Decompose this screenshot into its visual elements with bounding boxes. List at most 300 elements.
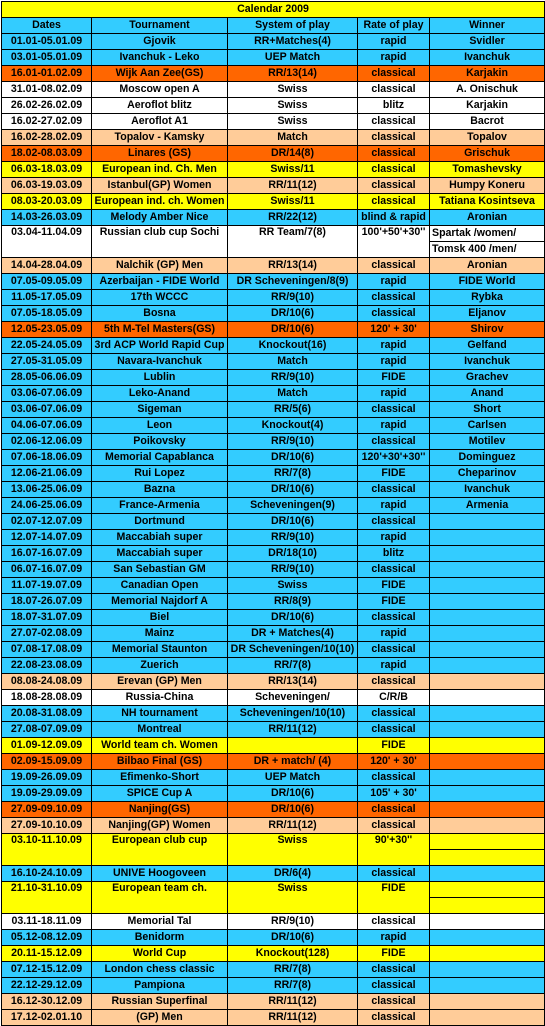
cell-dates: 13.06-25.06.09 — [2, 482, 92, 498]
cell-system: RR/7(8) — [228, 962, 358, 978]
cell-system: RR+Matches(4) — [228, 34, 358, 50]
table-row — [2, 818, 545, 834]
header-rate: Rate of play — [358, 18, 430, 34]
cell-system: UEP Match — [228, 770, 358, 786]
cell-tournament: Pampiona — [92, 978, 228, 994]
cell-tournament: Russian Superfinal — [92, 994, 228, 1010]
cell-rate: rapid — [358, 930, 430, 946]
cell-rate: FIDE — [358, 370, 430, 386]
cell-tournament: Wijk Aan Zee(GS) — [92, 66, 228, 82]
cell-dates: 26.02-26.02.09 — [2, 98, 92, 114]
cell-rate: classical — [358, 290, 430, 306]
cell-system: DR/10(6) — [228, 802, 358, 818]
cell-system: DR/10(6) — [228, 786, 358, 802]
cell-tournament: Bilbao Final (GS) — [92, 754, 228, 770]
cell-rate: 120' + 30' — [358, 754, 430, 770]
cell-system: RR/11(12) — [228, 1010, 358, 1026]
cell-system: RR/13(14) — [228, 674, 358, 690]
cell-rate: classical — [358, 802, 430, 818]
table-row — [2, 34, 545, 50]
cell-tournament: Montreal — [92, 722, 228, 738]
cell-tournament: 3rd ACP World Rapid Cup — [92, 338, 228, 354]
cell-system: RR/13(14) — [228, 258, 358, 274]
cell-tournament: Ivanchuk - Leko — [92, 50, 228, 66]
cell-dates: 11.05-17.05.09 — [2, 290, 92, 306]
table-row — [2, 754, 545, 770]
cell-system: DR/10(6) — [228, 610, 358, 626]
cell-winner — [430, 578, 545, 594]
cell-dates: 07.08-17.08.09 — [2, 642, 92, 658]
cell-system: DR/18(10) — [228, 546, 358, 562]
cell-winner: Anand — [430, 386, 545, 402]
cell-tournament: Moscow open A — [92, 82, 228, 98]
cell-tournament: Dortmund — [92, 514, 228, 530]
table-row — [2, 690, 545, 706]
cell-tournament: Russian club cup Sochi — [92, 226, 228, 258]
cell-tournament: Leon — [92, 418, 228, 434]
cell-winner — [430, 674, 545, 690]
cell-rate: classical — [358, 434, 430, 450]
cell-tournament: Biel — [92, 610, 228, 626]
cell-tournament: Navara-Ivanchuk — [92, 354, 228, 370]
cell-system: DR Scheveningen/8(9) — [228, 274, 358, 290]
cell-tournament: Topalov - Kamsky — [92, 130, 228, 146]
cell-winner — [430, 530, 545, 546]
cell-system: Swiss — [228, 98, 358, 114]
cell-tournament: Nanjing(GP) Women — [92, 818, 228, 834]
cell-winner — [430, 754, 545, 770]
cell-rate: classical — [358, 130, 430, 146]
cell-tournament: 17th WCCC — [92, 290, 228, 306]
cell-rate: blitz — [358, 546, 430, 562]
table-row — [2, 722, 545, 738]
cell-winner: Motilev — [430, 434, 545, 450]
cell-system: DR/14(8) — [228, 146, 358, 162]
cell-system: RR/22(12) — [228, 210, 358, 226]
cell-rate: FIDE — [358, 594, 430, 610]
cell-system: Knockout(16) — [228, 338, 358, 354]
cell-winner — [430, 514, 545, 530]
table-row — [2, 594, 545, 610]
cell-winner: Svidler — [430, 34, 545, 50]
cell-system: DR/10(6) — [228, 930, 358, 946]
cell-tournament: Azerbaijan - FIDE World — [92, 274, 228, 290]
cell-dates: 28.05-06.06.09 — [2, 370, 92, 386]
table-row — [2, 466, 545, 482]
table-row — [2, 978, 545, 994]
calendar-table — [1, 1, 545, 1026]
cell-system: Swiss/11 — [228, 162, 358, 178]
cell-tournament: UNIVE Hoogoveen — [92, 866, 228, 882]
cell-system: Swiss — [228, 82, 358, 98]
cell-rate: 90'+30'' — [358, 834, 430, 866]
cell-dates: 27.09-10.10.09 — [2, 818, 92, 834]
table-row — [2, 418, 545, 434]
cell-rate: classical — [358, 258, 430, 274]
cell-system: RR/9(10) — [228, 914, 358, 930]
cell-system: Match — [228, 386, 358, 402]
table-row — [2, 498, 545, 514]
cell-system: UEP Match — [228, 50, 358, 66]
cell-rate: rapid — [358, 354, 430, 370]
cell-winner: Ivanchuk — [430, 482, 545, 498]
table-row — [2, 578, 545, 594]
table-row — [2, 386, 545, 402]
cell-winner — [430, 562, 545, 578]
table-row — [2, 946, 545, 962]
table-row — [2, 802, 545, 818]
table-row — [2, 738, 545, 754]
cell-tournament: Leko-Anand — [92, 386, 228, 402]
cell-dates: 08.03-20.03.09 — [2, 194, 92, 210]
cell-rate: classical — [358, 978, 430, 994]
cell-dates: 04.06-07.06.09 — [2, 418, 92, 434]
cell-winner: Bacrot — [430, 114, 545, 130]
table-row — [2, 66, 545, 82]
cell-rate: classical — [358, 706, 430, 722]
cell-dates: 18.08-28.08.09 — [2, 690, 92, 706]
cell-winner-lower — [430, 850, 545, 866]
table-row — [2, 706, 545, 722]
cell-tournament: Russia-China — [92, 690, 228, 706]
cell-system: RR/7(8) — [228, 658, 358, 674]
calendar-body — [2, 34, 545, 1026]
cell-tournament: Bosna — [92, 306, 228, 322]
cell-rate: rapid — [358, 418, 430, 434]
table-row — [2, 306, 545, 322]
cell-winner: A. Onischuk — [430, 82, 545, 98]
cell-dates: 06.07-16.07.09 — [2, 562, 92, 578]
header-tournament: Tournament — [92, 18, 228, 34]
cell-dates: 12.07-14.07.09 — [2, 530, 92, 546]
cell-rate: rapid — [358, 274, 430, 290]
cell-rate: classical — [358, 674, 430, 690]
cell-winner — [430, 946, 545, 962]
cell-dates: 22.08-23.08.09 — [2, 658, 92, 674]
cell-dates: 02.09-15.09.09 — [2, 754, 92, 770]
table-row — [2, 546, 545, 562]
table-row — [2, 162, 545, 178]
cell-winner — [430, 1010, 545, 1026]
cell-winner — [430, 722, 545, 738]
cell-tournament: Memorial Najdorf A — [92, 594, 228, 610]
cell-system: Scheveningen/10(10) — [228, 706, 358, 722]
cell-system: Swiss — [228, 114, 358, 130]
cell-tournament: Erevan (GP) Men — [92, 674, 228, 690]
cell-winner-second-line: Tomsk 400 /men/ — [430, 242, 545, 258]
cell-tournament: SPICE Cup A — [92, 786, 228, 802]
cell-dates: 03.10-11.10.09 — [2, 834, 92, 866]
cell-tournament: Maccabiah super — [92, 530, 228, 546]
cell-winner: Humpy Koneru — [430, 178, 545, 194]
cell-system: Scheveningen/ — [228, 690, 358, 706]
cell-system: DR/10(6) — [228, 450, 358, 466]
cell-system: RR/7(8) — [228, 978, 358, 994]
cell-rate: FIDE — [358, 466, 430, 482]
cell-system — [228, 738, 358, 754]
cell-system: Knockout(128) — [228, 946, 358, 962]
cell-tournament: Nalchik (GP) Men — [92, 258, 228, 274]
cell-system: Knockout(4) — [228, 418, 358, 434]
table-row — [2, 50, 545, 66]
cell-tournament: Gjovik — [92, 34, 228, 50]
cell-rate: rapid — [358, 34, 430, 50]
cell-winner — [430, 642, 545, 658]
cell-dates: 22.12-29.12.09 — [2, 978, 92, 994]
cell-winner-lower — [430, 898, 545, 914]
table-row — [2, 322, 545, 338]
table-row — [2, 994, 545, 1010]
table-row — [2, 770, 545, 786]
cell-winner — [430, 930, 545, 946]
header-row — [2, 18, 545, 34]
cell-rate: classical — [358, 722, 430, 738]
cell-rate: classical — [358, 562, 430, 578]
table-row — [2, 210, 545, 226]
cell-rate: 120'+30'+30'' — [358, 450, 430, 466]
cell-dates: 27.09-09.10.09 — [2, 802, 92, 818]
cell-dates: 27.05-31.05.09 — [2, 354, 92, 370]
cell-system: RR/13(14) — [228, 66, 358, 82]
cell-dates: 19.09-29.09.09 — [2, 786, 92, 802]
cell-tournament: London chess classic — [92, 962, 228, 978]
cell-dates: 08.08-24.08.09 — [2, 674, 92, 690]
cell-rate: FIDE — [358, 578, 430, 594]
cell-winner: Eljanov — [430, 306, 545, 322]
cell-dates: 12.05-23.05.09 — [2, 322, 92, 338]
cell-winner: Aronian — [430, 210, 545, 226]
cell-dates: 03.01-05.01.09 — [2, 50, 92, 66]
cell-rate: classical — [358, 66, 430, 82]
cell-winner: Karjakin — [430, 98, 545, 114]
table-row — [2, 514, 545, 530]
cell-winner: Dominguez — [430, 450, 545, 466]
cell-tournament: European ind. Ch. Men — [92, 162, 228, 178]
cell-rate: rapid — [358, 658, 430, 674]
cell-system: RR/7(8) — [228, 466, 358, 482]
table-row — [2, 258, 545, 274]
cell-dates: 02.06-12.06.09 — [2, 434, 92, 450]
table-row — [2, 626, 545, 642]
cell-rate: classical — [358, 818, 430, 834]
cell-dates: 14.03-26.03.09 — [2, 210, 92, 226]
cell-rate: rapid — [358, 530, 430, 546]
cell-tournament: Aeroflot blitz — [92, 98, 228, 114]
cell-tournament: Benidorm — [92, 930, 228, 946]
cell-system: RR/11(12) — [228, 818, 358, 834]
cell-system: Match — [228, 354, 358, 370]
cell-rate: 105' + 30' — [358, 786, 430, 802]
cell-dates: 16.02-27.02.09 — [2, 114, 92, 130]
cell-winner: Grischuk — [430, 146, 545, 162]
table-row — [2, 114, 545, 130]
cell-dates: 14.04-28.04.09 — [2, 258, 92, 274]
cell-system: DR/10(6) — [228, 306, 358, 322]
cell-dates: 27.07-02.08.09 — [2, 626, 92, 642]
table-row — [2, 834, 545, 850]
cell-dates: 03.11-18.11.09 — [2, 914, 92, 930]
cell-rate: classical — [358, 994, 430, 1010]
cell-winner — [430, 786, 545, 802]
cell-winner — [430, 546, 545, 562]
cell-system: RR/11(12) — [228, 722, 358, 738]
cell-tournament: 5th M-Tel Masters(GS) — [92, 322, 228, 338]
cell-system: Swiss — [228, 882, 358, 914]
cell-rate: classical — [358, 770, 430, 786]
cell-winner: Spartak /women/ — [430, 226, 545, 242]
cell-winner: Tomashevsky — [430, 162, 545, 178]
cell-winner: Rybka — [430, 290, 545, 306]
cell-dates: 03.06-07.06.09 — [2, 402, 92, 418]
cell-rate: classical — [358, 82, 430, 98]
cell-rate: classical — [358, 914, 430, 930]
table-row — [2, 130, 545, 146]
cell-rate: classical — [358, 306, 430, 322]
cell-rate: rapid — [358, 338, 430, 354]
cell-dates: 11.07-19.07.09 — [2, 578, 92, 594]
cell-rate: classical — [358, 162, 430, 178]
cell-tournament: Melody Amber Nice — [92, 210, 228, 226]
cell-system: DR/10(6) — [228, 514, 358, 530]
cell-winner: Karjakin — [430, 66, 545, 82]
cell-system: RR/9(10) — [228, 562, 358, 578]
cell-tournament: Memorial Tal — [92, 914, 228, 930]
title-row — [2, 2, 545, 18]
table-row — [2, 194, 545, 210]
cell-system: RR/9(10) — [228, 290, 358, 306]
cell-dates: 16.01-01.02.09 — [2, 66, 92, 82]
cell-system: RR/9(10) — [228, 370, 358, 386]
cell-rate: classical — [358, 642, 430, 658]
cell-dates: 16.10-24.10.09 — [2, 866, 92, 882]
cell-tournament: Sigeman — [92, 402, 228, 418]
table-row — [2, 370, 545, 386]
cell-rate: rapid — [358, 386, 430, 402]
cell-rate: rapid — [358, 50, 430, 66]
cell-tournament: Memorial Capablanca — [92, 450, 228, 466]
table-row — [2, 1010, 545, 1026]
cell-system: Swiss — [228, 834, 358, 866]
cell-tournament: Zuerich — [92, 658, 228, 674]
cell-rate: FIDE — [358, 738, 430, 754]
cell-rate: FIDE — [358, 946, 430, 962]
cell-tournament: Memorial Staunton — [92, 642, 228, 658]
cell-tournament: Nanjing(GS) — [92, 802, 228, 818]
cell-rate: classical — [358, 146, 430, 162]
cell-tournament: European club cup — [92, 834, 228, 866]
table-row — [2, 226, 545, 242]
cell-winner: Carlsen — [430, 418, 545, 434]
header-system: System of play — [228, 18, 358, 34]
cell-tournament: France-Armenia — [92, 498, 228, 514]
cell-winner — [430, 802, 545, 818]
cell-dates: 17.12-02.01.10 — [2, 1010, 92, 1026]
cell-dates: 06.03-18.03.09 — [2, 162, 92, 178]
cell-system: Swiss/11 — [228, 194, 358, 210]
cell-dates: 07.05-09.05.09 — [2, 274, 92, 290]
table-row — [2, 402, 545, 418]
table-row — [2, 354, 545, 370]
cell-winner: Topalov — [430, 130, 545, 146]
cell-dates: 19.09-26.09.09 — [2, 770, 92, 786]
cell-system: RR/11(12) — [228, 178, 358, 194]
cell-system: RR/9(10) — [228, 434, 358, 450]
cell-system: DR Scheveningen/10(10) — [228, 642, 358, 658]
table-title: Calendar 2009 — [2, 2, 545, 18]
table-row — [2, 434, 545, 450]
cell-system: RR/11(12) — [228, 994, 358, 1010]
cell-dates: 02.07-12.07.09 — [2, 514, 92, 530]
cell-tournament: Canadian Open — [92, 578, 228, 594]
cell-winner — [430, 978, 545, 994]
cell-dates: 27.08-07.09.09 — [2, 722, 92, 738]
table-row — [2, 482, 545, 498]
cell-winner — [430, 706, 545, 722]
cell-dates: 16.02-28.02.09 — [2, 130, 92, 146]
cell-rate: blind & rapid — [358, 210, 430, 226]
cell-system: DR/6(4) — [228, 866, 358, 882]
cell-system: RR Team/7(8) — [228, 226, 358, 258]
cell-winner — [430, 594, 545, 610]
cell-dates: 07.05-18.05.09 — [2, 306, 92, 322]
cell-winner — [430, 610, 545, 626]
cell-dates: 18.07-26.07.09 — [2, 594, 92, 610]
cell-winner — [430, 834, 545, 850]
cell-system: DR/10(6) — [228, 322, 358, 338]
cell-dates: 21.10-31.10.09 — [2, 882, 92, 914]
cell-dates: 05.12-08.12.09 — [2, 930, 92, 946]
cell-winner: Ivanchuk — [430, 354, 545, 370]
cell-rate: classical — [358, 482, 430, 498]
table-row — [2, 786, 545, 802]
cell-rate: C/R/B — [358, 690, 430, 706]
table-row — [2, 914, 545, 930]
cell-system: DR + Matches(4) — [228, 626, 358, 642]
cell-rate: 120' + 30' — [358, 322, 430, 338]
cell-tournament: Maccabiah super — [92, 546, 228, 562]
cell-tournament: Mainz — [92, 626, 228, 642]
cell-tournament: European team ch. — [92, 882, 228, 914]
cell-rate: classical — [358, 866, 430, 882]
cell-winner: Gelfand — [430, 338, 545, 354]
cell-rate: classical — [358, 514, 430, 530]
cell-winner — [430, 770, 545, 786]
cell-winner — [430, 818, 545, 834]
table-row — [2, 642, 545, 658]
table-row — [2, 98, 545, 114]
cell-winner — [430, 994, 545, 1010]
cell-winner: Tatiana Kosintseva — [430, 194, 545, 210]
cell-dates: 18.02-08.03.09 — [2, 146, 92, 162]
cell-system: RR/5(6) — [228, 402, 358, 418]
cell-rate: 100'+50'+30'' — [358, 226, 430, 258]
table-row — [2, 146, 545, 162]
cell-tournament: Poikovsky — [92, 434, 228, 450]
cell-system: Swiss — [228, 578, 358, 594]
cell-system: Match — [228, 130, 358, 146]
cell-winner — [430, 658, 545, 674]
cell-winner — [430, 690, 545, 706]
cell-dates: 24.06-25.06.09 — [2, 498, 92, 514]
cell-rate: classical — [358, 194, 430, 210]
cell-dates: 07.12-15.12.09 — [2, 962, 92, 978]
cell-system: RR/8(9) — [228, 594, 358, 610]
cell-winner: Shirov — [430, 322, 545, 338]
cell-dates: 01.01-05.01.09 — [2, 34, 92, 50]
table-row — [2, 274, 545, 290]
cell-dates: 07.06-18.06.09 — [2, 450, 92, 466]
cell-dates: 20.08-31.08.09 — [2, 706, 92, 722]
